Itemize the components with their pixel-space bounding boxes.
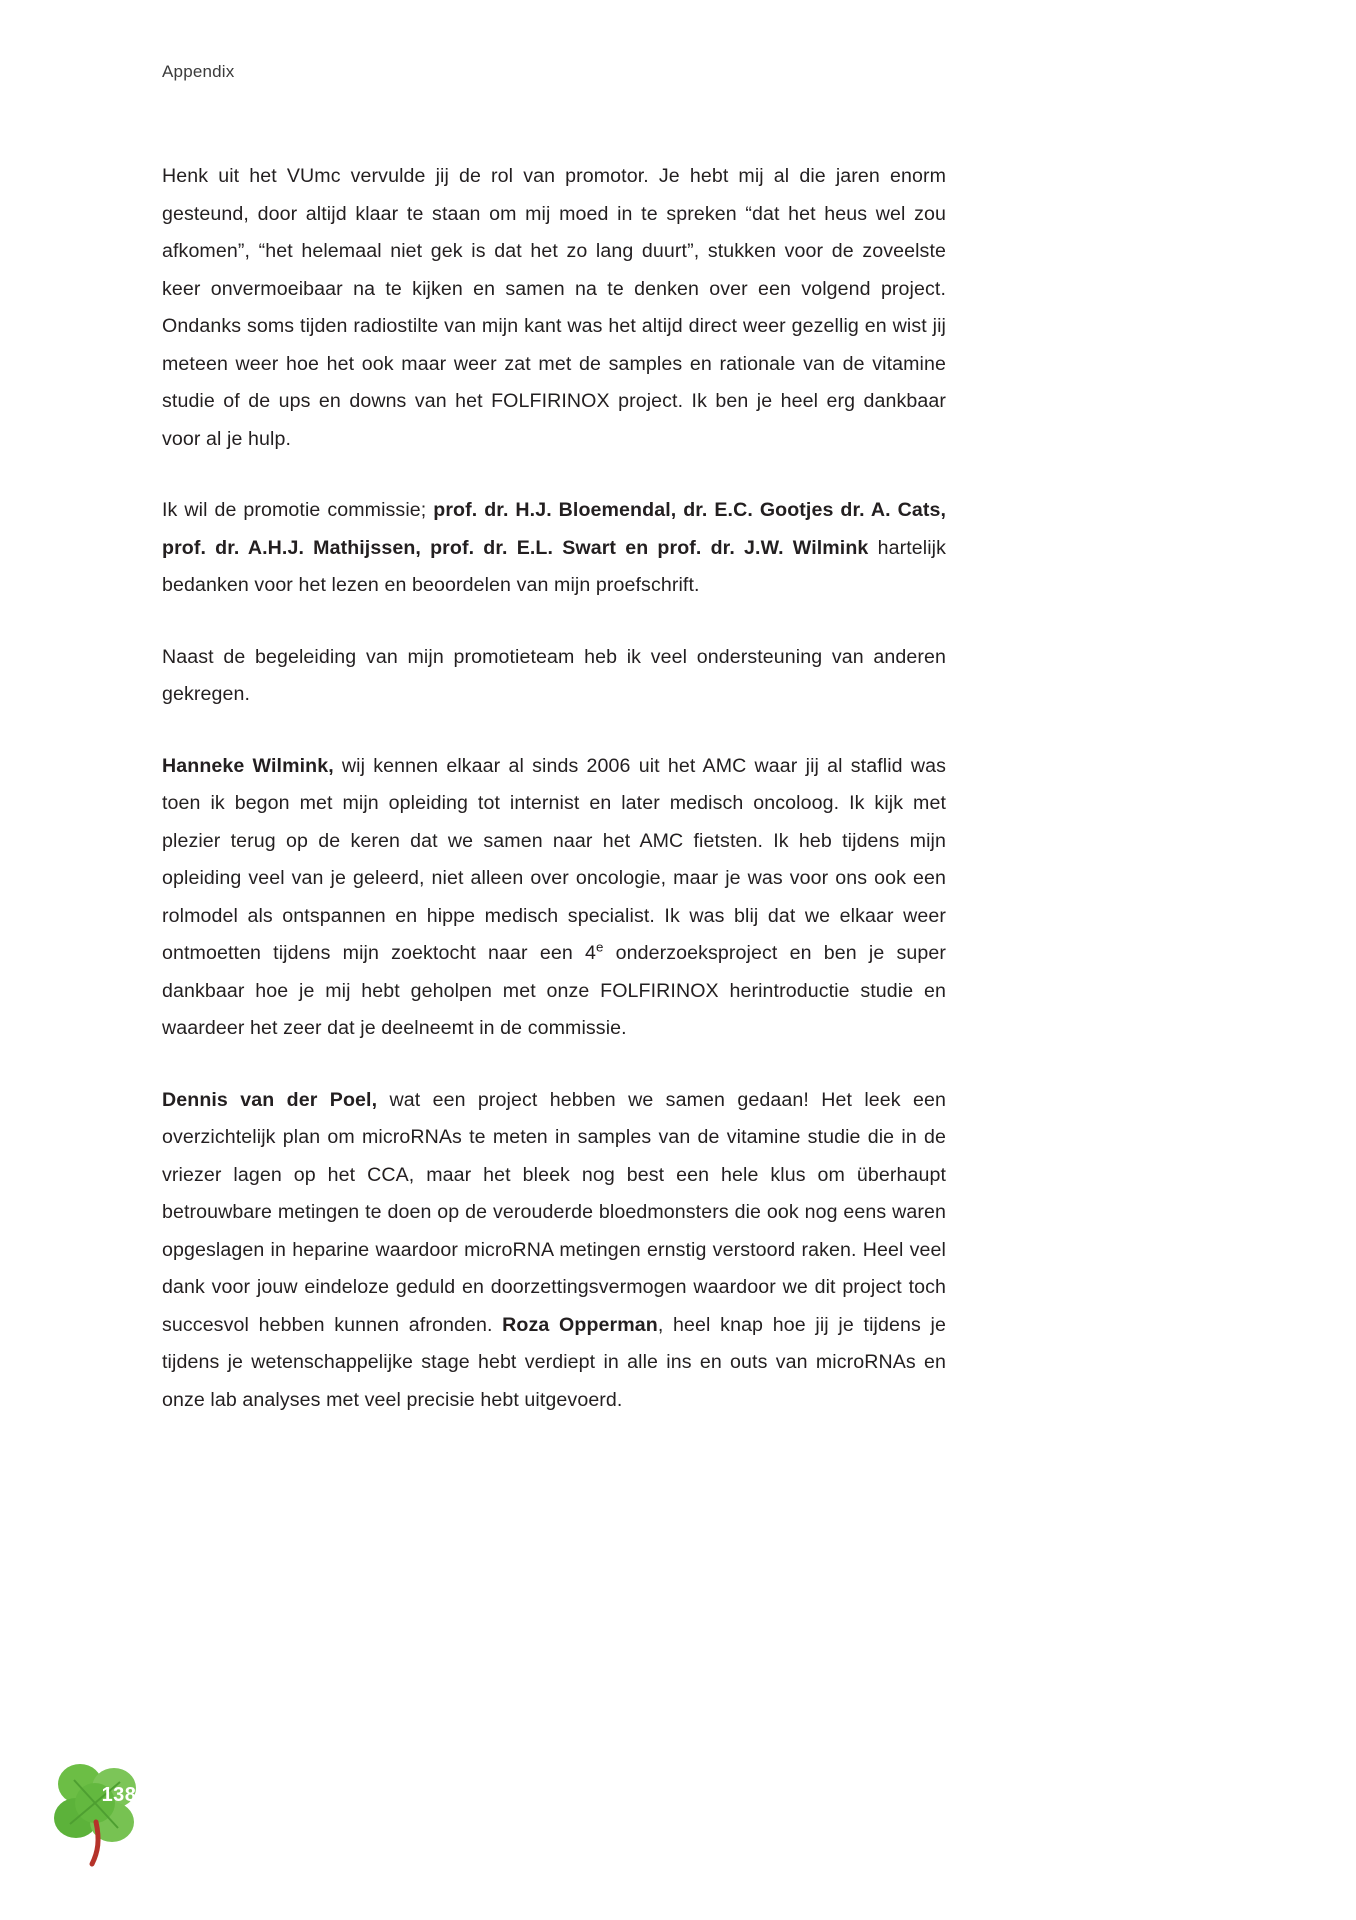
page-body	[162, 158, 946, 1419]
body-text: Henk uit het VUmc vervulde jij de rol van promotor. Je hebt mij al die jaren enorm gesteund, door altijd klaar te staan om mij moed in te spreken “dat het heus wel zou afkomen”, “het helemaal niet gek is dat het zo lang duurt”, stukken voor de zoveelste keer onvermoeibaar na te kijken en samen na te denken over een volgend project. Ondanks soms tijden radiostilte van mijn kant was het altijd direct weer gezellig en wist jij meteen weer hoe het ook maar weer zat met de samples en rationale van de vitamine studie of de ups en downs van het FOLFIRINOX project. Ik ben je heel erg dankbaar voor al je hulp.	[162, 165, 946, 450]
emphasized-text: prof. dr. H.J. Bloemendal, dr. E.C. Gootjes dr. A. Cats, prof. dr. A.H.J. Mathijssen, prof. dr. E.L. Swart en prof. dr. J.W. Wilmink	[162, 499, 946, 559]
running-head: Appendix	[162, 62, 235, 81]
paragraph-dennis-van-der-poel	[162, 1082, 946, 1420]
paragraph-begeleiding	[162, 639, 946, 714]
paragraph-hanneke-wilmink	[162, 748, 946, 1048]
body-text: hartelijk bedanken voor het lezen en beoordelen van mijn proefschrift.	[162, 536, 946, 596]
emphasized-text: Dennis van der Poel,	[162, 1088, 378, 1111]
body-text: Ik wil de promotie commissie;	[162, 499, 434, 521]
body-text: e	[595, 939, 604, 955]
emphasized-text: Roza Opperman	[502, 1313, 658, 1336]
paragraph-promotie-commissie	[162, 492, 946, 605]
body-text: onderzoeksproject en ben je super dankbaar hoe je mij hebt geholpen met onze FOLFIRINOX herintroductie studie en waardeer het zeer dat je deelneemt in de commissie.	[162, 942, 946, 1039]
body-text: wat een project hebben we samen gedaan! Het leek een overzichtelijk plan om microRNAs te meten in samples van de vitamine studie die in de vriezer lagen op het CCA, maar het bleek nog best een hele klus om überhaupt betrouwbare metingen te doen op de verouderde bloedmonsters die ook nog eens waren opgeslagen in heparine waardoor microRNA metingen ernstig verstoord raken. Heel veel dank voor jouw eindeloze geduld en doorzettingsvermogen waardoor we dit project toch succesvol hebben kunnen afronden.	[162, 1088, 947, 1336]
body-text: wij kennen elkaar al sinds 2006 uit het AMC waar jij al staflid was toen ik begon met mijn opleiding tot internist en later medisch oncoloog. Ik kijk met plezier terug op de keren dat we samen naar het AMC fietsten. Ik heb tijdens mijn opleiding veel van je geleerd, niet alleen over oncologie, maar je was voor ons ook een rolmodel als ontspannen en hippe medisch specialist. Ik was blij dat we elkaar weer ontmoetten tijdens mijn zoektocht naar een 4	[162, 754, 946, 964]
clover-leaf-icon	[40, 1748, 148, 1876]
page-number: 138	[101, 1784, 137, 1806]
emphasized-text: Hanneke Wilmink,	[162, 754, 334, 777]
paragraph-promotor	[162, 158, 946, 458]
page-number-clover-mark	[40, 1748, 148, 1876]
body-text: , heel knap hoe jij je tijdens je tijdens je wetenschappelijke stage hebt verdiept in alle ins en outs van microRNAs en onze lab analyses met veel precisie hebt uitgevoerd.	[162, 1313, 946, 1411]
body-text: Naast de begeleiding van mijn promotieteam heb ik veel ondersteuning van anderen gekregen.	[162, 645, 946, 705]
